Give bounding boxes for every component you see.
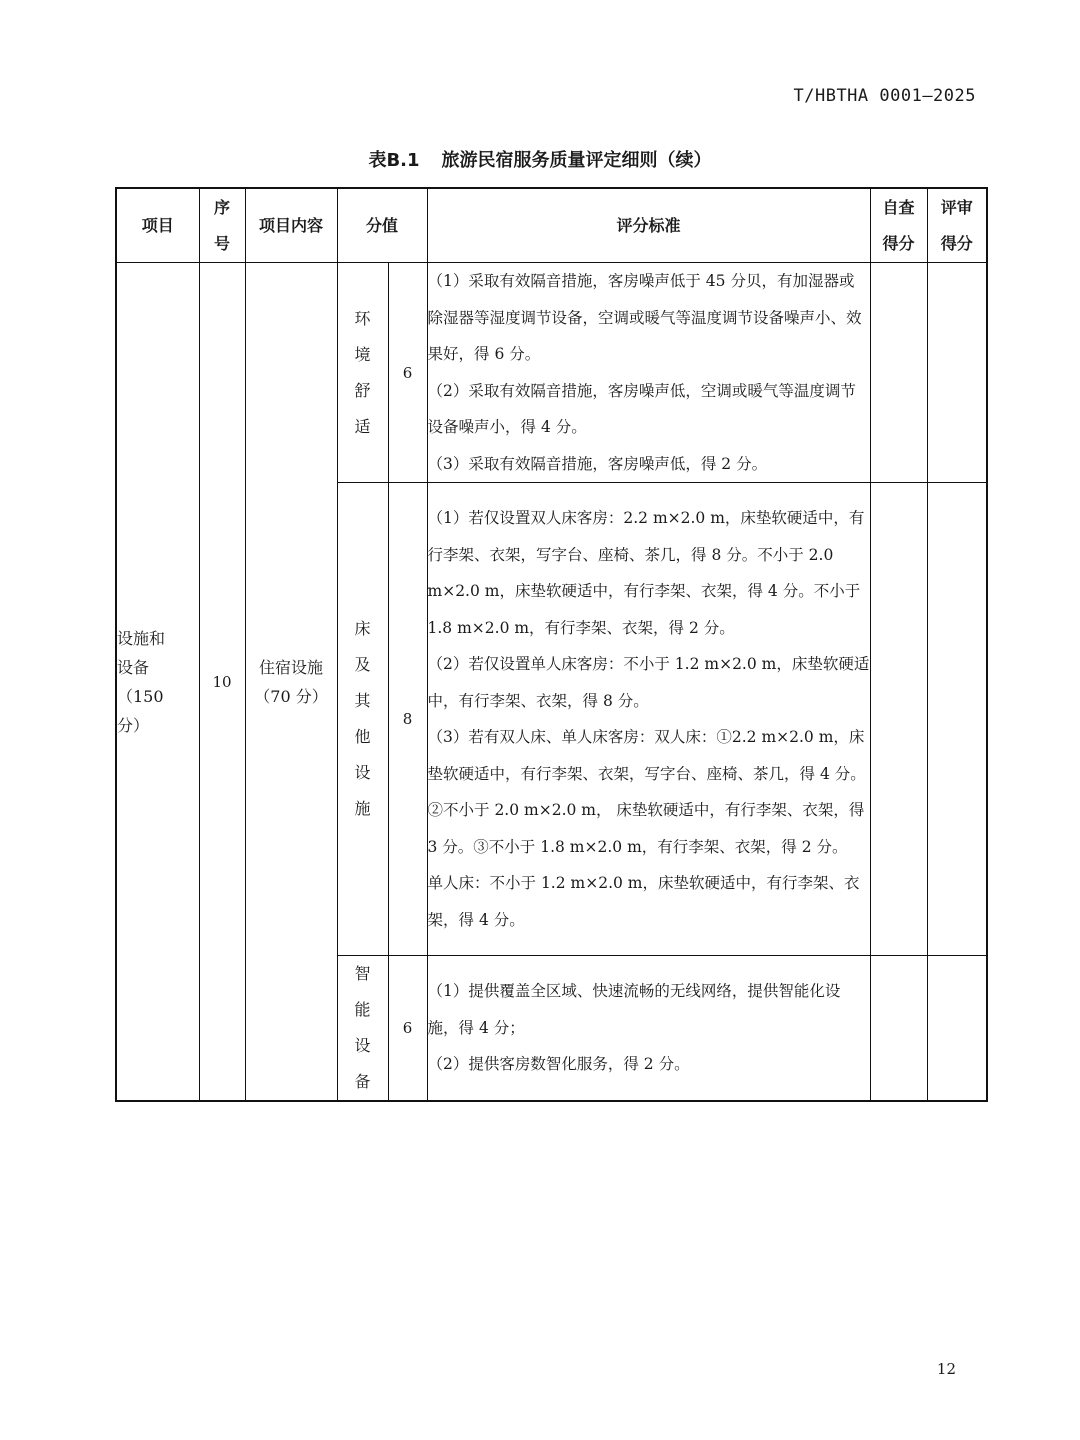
category-line: 分） <box>117 715 150 735</box>
review-score-cell[interactable] <box>927 483 987 956</box>
standard-item: （2）提供客房数智化服务，得 2 分。 <box>427 1055 690 1074</box>
col-header-seq <box>199 188 245 263</box>
standard-item: （1）若仅设置双人床客房：2.2 m×2.0 m，床垫软硬适中，有行李架、衣架，写字台、座椅、茶几，得 8 分。不小于 2.0 m×2.0 m，床垫软硬适中，有行李架、衣架，得 4 分。不小于 1.8 m×2.0 m，有行李架、衣架，得 2 分。 <box>427 509 865 637</box>
standard-item: （1）提供覆盖全区域、快速流畅的无线网络，提供智能化设施，得 4 分； <box>427 982 841 1037</box>
header-row <box>116 188 987 263</box>
col-header-seq-line1: 序 <box>213 197 230 217</box>
document-code: T/HBTHA 0001—2025 <box>793 86 976 106</box>
standard-cell <box>427 483 870 956</box>
category-line: （150 <box>117 686 164 706</box>
col-header-review-score-line2: 得分 <box>940 233 973 253</box>
standard-item: （2）若仅设置单人床客房：不小于 1.2 m×2.0 m，床垫软硬适中，有行李架、衣架，得 8 分。 <box>427 655 870 710</box>
col-header-self-score-line1: 自查 <box>882 197 915 217</box>
col-header-score: 分值 <box>337 188 427 263</box>
col-header-self-score-line2: 得分 <box>882 233 915 253</box>
standard-item: （3）采取有效隔音措施，客房噪声低，得 2 分。 <box>427 454 768 473</box>
sub-item-smart-devices: 智 能 设 备 <box>337 956 388 1102</box>
standard-item: 单人床：不小于 1.2 m×2.0 m，床垫软硬适中，有行李架、衣架，得 4 分。 <box>427 874 860 929</box>
sub-item-environment: 环 境 舒 适 <box>337 263 388 483</box>
points-cell: 6 <box>388 956 427 1102</box>
content-line: 住宿设施 <box>258 657 323 677</box>
content-line: （70 分） <box>254 686 328 706</box>
standard-cell <box>427 956 870 1102</box>
standard-item: （1）采取有效隔音措施，客房噪声低于 45 分贝，有加湿器或除湿器等湿度调节设备，空调或暖气等温度调节设备噪声小、效果好，得 6 分。 <box>427 272 862 363</box>
category-line: 设施和 <box>117 628 166 648</box>
sub-item-bed-facilities: 床 及 其 他 设 施 <box>337 483 388 956</box>
col-header-project: 项目 <box>116 188 199 263</box>
category-cell <box>116 263 199 1102</box>
review-score-cell[interactable] <box>927 263 987 483</box>
seq-cell: 10 <box>199 263 245 1102</box>
standard-item: （3）若有双人床、单人床客房：双人床：①2.2 m×2.0 m，床垫软硬适中，有行李架、衣架，写字台、座椅、茶几，得 4 分。②不小于 2.0 m×2.0 m， 床垫软硬适中，有行李架、衣架，得 3 分。③不小于 1.8 m×2.0 m，有行李架、衣架，得 2 分。 <box>427 728 866 856</box>
col-header-content: 项目内容 <box>245 188 337 263</box>
criteria-table <box>115 187 988 1102</box>
col-header-review-score-line1: 评审 <box>940 197 973 217</box>
table-number: 表B.1 <box>368 150 420 171</box>
col-header-seq-line2: 号 <box>213 233 230 253</box>
self-score-cell[interactable] <box>870 483 927 956</box>
review-score-cell[interactable] <box>927 956 987 1102</box>
col-header-standard: 评分标准 <box>427 188 870 263</box>
table-row <box>116 263 987 483</box>
table-caption: 旅游民宿服务质量评定细则（续） <box>441 150 712 171</box>
standard-item: （2）采取有效隔音措施，客房噪声低，空调或暖气等温度调节设备噪声小，得 4 分。 <box>427 381 856 436</box>
points-cell: 6 <box>388 263 427 483</box>
col-header-self-score <box>870 188 927 263</box>
table-title <box>0 146 1080 172</box>
standard-cell <box>427 263 870 483</box>
page-number: 12 <box>936 1360 956 1378</box>
col-header-review-score <box>927 188 987 263</box>
category-line: 设备 <box>117 657 150 677</box>
content-cell <box>245 263 337 1102</box>
self-score-cell[interactable] <box>870 956 927 1102</box>
self-score-cell[interactable] <box>870 263 927 483</box>
points-cell: 8 <box>388 483 427 956</box>
